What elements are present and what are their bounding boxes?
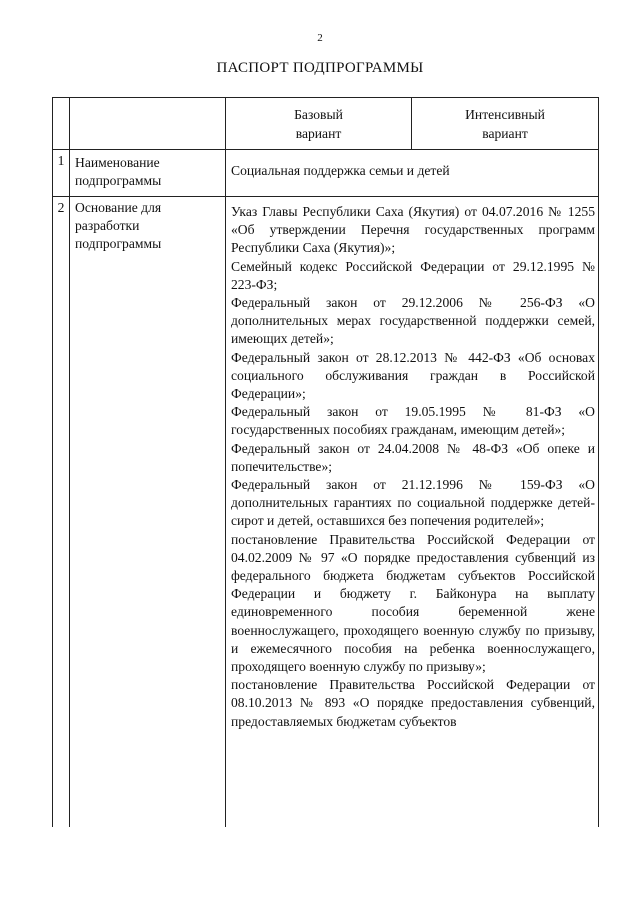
header-base-line-1: Базовый <box>294 107 343 122</box>
header-base-line-2: вариант <box>295 126 342 141</box>
table-row <box>53 150 599 197</box>
document-title: ПАСПОРТ ПОДПРОГРАММЫ <box>216 60 424 76</box>
row-number: 1 <box>53 150 70 197</box>
page-number: 2 <box>317 32 323 44</box>
table-row <box>53 197 599 827</box>
header-intensive-variant <box>412 98 599 150</box>
row-value-list <box>226 197 599 827</box>
row-name: Основание для разработки подпрограммы <box>70 197 226 827</box>
basis-paragraph: Семейный кодекс Российской Федерации от 29.12.1995 № 223-ФЗ; <box>231 258 595 292</box>
basis-paragraph: Федеральный закон от 19.05.1995 № 81-ФЗ «О государственных пособиях гражданам, имеющим детей»; <box>231 404 595 438</box>
header-empty-name <box>70 98 226 150</box>
header-empty-num <box>53 98 70 150</box>
basis-paragraph: Федеральный закон от 29.12.2006 № 256-ФЗ «О дополнительных мерах государственной поддержки семей, имеющих детей»; <box>231 295 595 347</box>
basis-paragraph: постановление Правительства Российской Федерации от 04.02.2009 № 97 «О порядке предоставления субвенций из федерального бюджета бюджетам субъектов Российской Федерации и бюджету г. Байконура на выплату единовременного пособия беременной жене военнослужащего, проходящего военную службу по призыву, и ежемесячного пособия на ребенка военнослужащего, проходящего военную службу по призыву»; <box>231 531 595 675</box>
row-number: 2 <box>53 197 70 827</box>
basis-paragraph: Федеральный закон от 21.12.1996 № 159-ФЗ «О дополнительных гарантиях по социальной поддержке детей-сирот и детей, оставшихся без попечения родителей»; <box>231 477 595 529</box>
row-name: Наименование подпрограммы <box>70 150 226 197</box>
header-intensive-line-2: вариант <box>482 126 528 141</box>
basis-paragraph: Федеральный закон от 28.12.2013 № 442-ФЗ «Об основах социального обслуживания граждан в Российской Федерации»; <box>231 349 595 402</box>
table-header-row <box>53 98 599 150</box>
passport-table <box>52 97 599 827</box>
header-base-variant <box>226 98 412 150</box>
header-intensive-line-1: Интенсивный <box>465 107 545 122</box>
row-value: Социальная поддержка семьи и детей <box>226 150 599 197</box>
basis-paragraph: Указ Главы Республики Саха (Якутия) от 04.07.2016 № 1255 «Об утверждении Перечня государственных программ Республики Саха (Якутия)»; <box>231 204 595 256</box>
basis-paragraph: Федеральный закон от 24.04.2008 № 48-ФЗ «Об опеке и попечительстве»; <box>231 440 595 474</box>
basis-paragraph: постановление Правительства Российской Федерации от 08.10.2013 № 893 «О порядке предоставления субвенций, предоставляемых бюджетам субъектов <box>231 677 595 729</box>
